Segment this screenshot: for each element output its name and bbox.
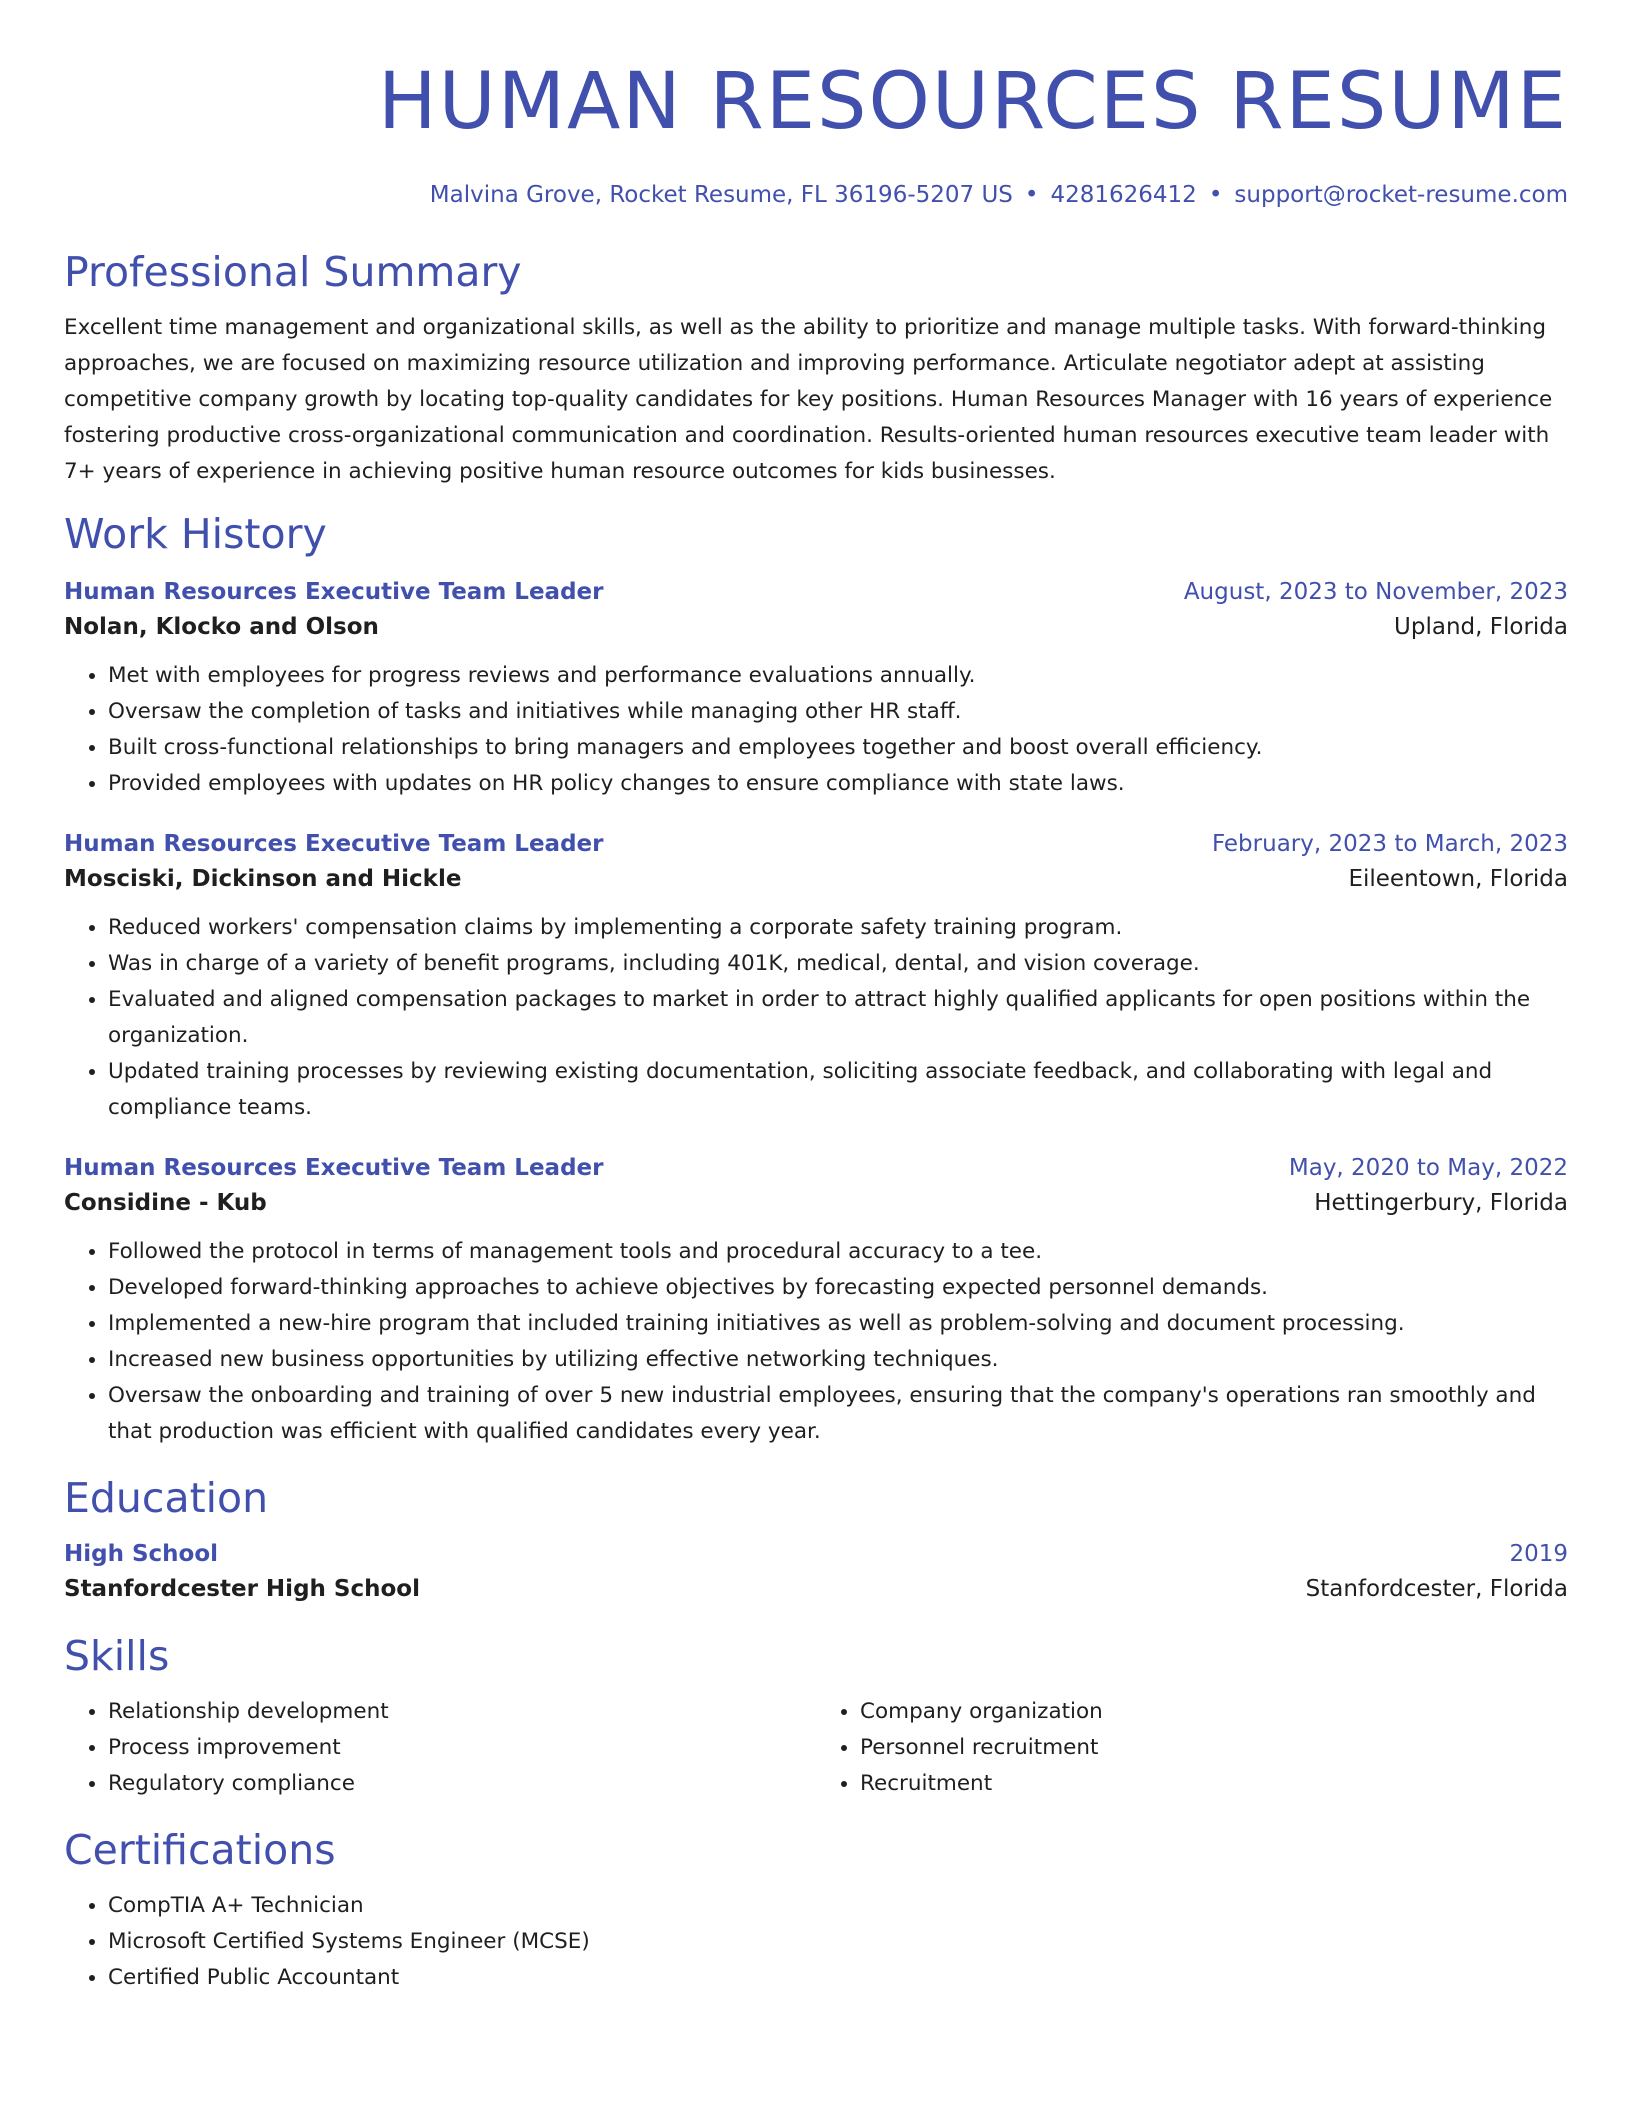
job-title: Human Resources Executive Team Leader [64, 1155, 604, 1181]
degree-title: High School [64, 1541, 219, 1567]
certification-item: • CompTIA A+ Technician [108, 1888, 1568, 1924]
job-location: Eileentown, Florida [1348, 866, 1568, 892]
job-bullets [64, 658, 1568, 802]
certification-item: • Certified Public Accountant [108, 1960, 1568, 1996]
education-entry [64, 1538, 1568, 1608]
job-entry [64, 828, 1568, 1126]
address-text: Malvina Grove, Rocket Resume, FL 36196-5207 US [429, 182, 1013, 208]
skill-item: • Company organization [860, 1694, 1568, 1730]
job-header [64, 576, 1568, 608]
skills-column-left [64, 1694, 816, 1802]
section-title-work-history: Work History [64, 510, 327, 558]
skills-list [64, 1694, 1568, 1802]
list-item: • Evaluated and aligned compensation packages to market in order to attract highly qualified applicants for open positions within the organization. [108, 982, 1568, 1054]
education-school-row [64, 1570, 1568, 1608]
list-item: • Oversaw the completion of tasks and initiatives while managing other HR staff. [108, 694, 1568, 730]
summary-paragraph: Excellent time management and organizational skills, as well as the ability to prioritize and manage multiple tasks. With forward-thinking approaches, we are focused on maximizing resource utilization and improving performance. Articulate negotiator adept at assisting competitive company growth by locating top-quality candidates for key positions. Human Resources Manager with 16 years of experience fostering productive cross-organizational communication and coordination. Results-oriented human resources executive team leader with 7+ years of experience in achieving positive human resource outcomes for kids businesses. [64, 315, 1553, 484]
job-company-row [64, 860, 1568, 898]
skill-item: • Regulatory compliance [108, 1766, 816, 1802]
list-item: • Oversaw the onboarding and training of over 5 new industrial employees, ensuring that the company's operations ran smoothly and that production was efficient with qualified candidates every year. [108, 1378, 1568, 1450]
school-location: Stanfordcester, Florida [1305, 1576, 1568, 1602]
list-item: • Met with employees for progress reviews and performance evaluations annually. [108, 658, 1568, 694]
certification-item: • Microsoft Certified Systems Engineer (MCSE) [108, 1924, 1568, 1960]
list-item: • Reduced workers' compensation claims by implementing a corporate safety training program. [108, 910, 1568, 946]
list-item: • Developed forward-thinking approaches to achieve objectives by forecasting expected personnel demands. [108, 1270, 1568, 1306]
job-dates: February, 2023 to March, 2023 [1211, 831, 1568, 857]
phone-text: 4281626412 [1050, 182, 1197, 208]
section-title-summary: Professional Summary [64, 248, 522, 296]
contact-separator: • [1208, 182, 1223, 208]
job-dates: May, 2020 to May, 2022 [1288, 1155, 1568, 1181]
job-bullets [64, 1234, 1568, 1450]
skills-column-right [816, 1694, 1568, 1802]
section-title-skills: Skills [64, 1632, 170, 1680]
company-name: Nolan, Klocko and Olson [64, 614, 379, 640]
job-entry [64, 1152, 1568, 1450]
job-title: Human Resources Executive Team Leader [64, 579, 604, 605]
contact-separator: • [1024, 182, 1039, 208]
skill-item: • Recruitment [860, 1766, 1568, 1802]
list-item: • Updated training processes by reviewing existing documentation, soliciting associate feedback, and collaborating with legal and compliance teams. [108, 1054, 1568, 1126]
section-title-certifications: Certifications [64, 1826, 336, 1874]
job-location: Hettingerbury, Florida [1314, 1190, 1568, 1216]
company-name: Considine - Kub [64, 1190, 267, 1216]
list-item: • Followed the protocol in terms of management tools and procedural accuracy to a tee. [108, 1234, 1568, 1270]
list-item: • Increased new business opportunities by utilizing effective networking techniques. [108, 1342, 1568, 1378]
section-title-education: Education [64, 1474, 269, 1522]
school-name: Stanfordcester High School [64, 1576, 420, 1602]
list-item: • Provided employees with updates on HR policy changes to ensure compliance with state laws. [108, 766, 1568, 802]
job-header [64, 1152, 1568, 1184]
graduation-year: 2019 [1509, 1541, 1568, 1567]
skill-item: • Process improvement [108, 1730, 816, 1766]
job-title: Human Resources Executive Team Leader [64, 831, 604, 857]
education-header [64, 1538, 1568, 1570]
job-company-row [64, 1184, 1568, 1222]
list-item: • Built cross-functional relationships to bring managers and employees together and boost overall efficiency. [108, 730, 1568, 766]
company-name: Mosciski, Dickinson and Hickle [64, 866, 462, 892]
skill-item: • Personnel recruitment [860, 1730, 1568, 1766]
job-dates: August, 2023 to November, 2023 [1183, 579, 1568, 605]
skill-item: • Relationship development [108, 1694, 816, 1730]
list-item: • Implemented a new-hire program that included training initiatives as well as problem-solving and document processing. [108, 1306, 1568, 1342]
resume-name: HUMAN RESOURCES RESUME [377, 57, 1568, 147]
contact-line [64, 180, 1568, 210]
job-header [64, 828, 1568, 860]
list-item: • Was in charge of a variety of benefit programs, including 401K, medical, dental, and vision coverage. [108, 946, 1568, 982]
job-entry [64, 576, 1568, 802]
job-location: Upland, Florida [1394, 614, 1568, 640]
resume-page [64, 0, 1568, 1996]
certifications-list [64, 1888, 1568, 1996]
job-bullets [64, 910, 1568, 1126]
email-link[interactable]: support@rocket-resume.com [1234, 182, 1568, 208]
job-company-row [64, 608, 1568, 646]
